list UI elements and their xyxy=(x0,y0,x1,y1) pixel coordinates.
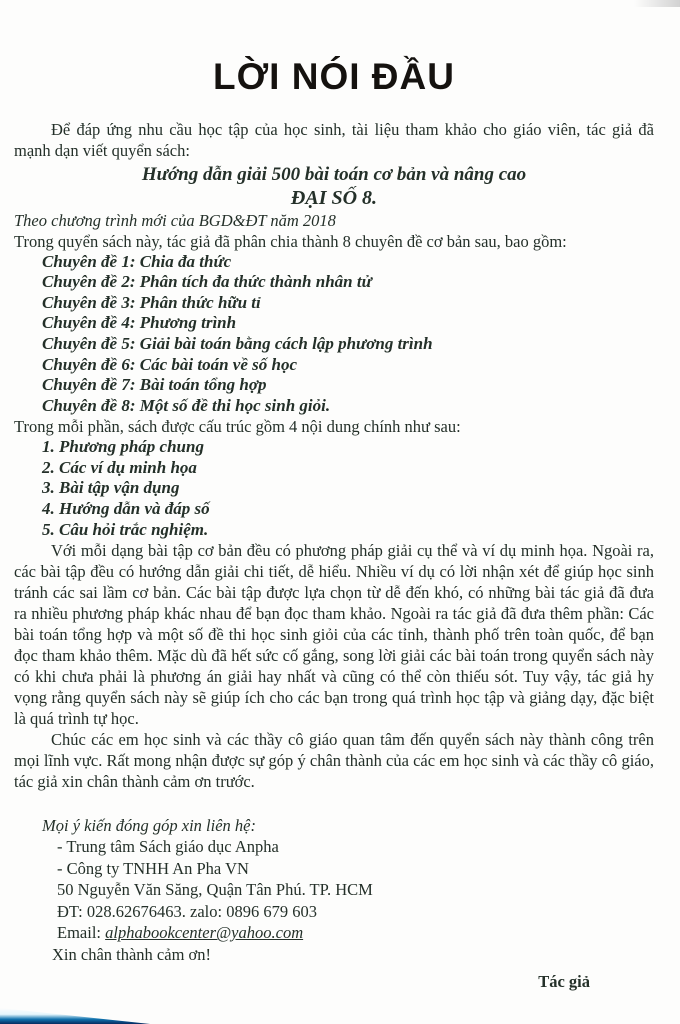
contact-line-company: - Công ty TNHH An Pha VN xyxy=(57,858,249,878)
structure-item-3: 3. Bài tập vận dụng xyxy=(42,478,180,498)
topic-item-7: Chuyên đề 7: Bài toán tổng hợp xyxy=(42,375,267,395)
body-paragraph: Với mỗi dạng bài tập cơ bản đều có phương pháp giải cụ thể và ví dụ minh họa. Ngoài ra, các bài tập đều có hướng dẫn giải chi tiết, dễ hiểu. Nhiều ví dụ có lời nhận xét để giúp học sinh tránh các sai lầm cơ bản. Các bài tập được lựa chọn từ dễ đến khó, có những bài tác giả đã đưa ra nhiều phương pháp khác nhau để bạn đọc tham khảo. Ngoài ra tác giả đã đưa thêm phần: Các bài toán tổng hợp và một số đề thi học sinh giỏi của các tỉnh, thành phố trên toàn quốc, để bạn đọc tham khảo thêm. Mặc dù đã hết sức cố gắng, song lời giải các bài toán trong quyển sách này có khi chưa phải là phương án giải hay nhất và cũng có thể còn thiếu sót. Tuy vậy, tác giả hy vọng rằng quyển sách này sẽ giúp ích cho các bạn trong quá trình học tập và giảng dạy, đặc biệt là quá trình tự học. xyxy=(14,541,654,729)
topic-item-8: Chuyên đề 8: Một số đề thi học sinh giỏi. xyxy=(42,395,331,415)
contact-line-address: 50 Nguyễn Văn Săng, Quận Tân Phú. TP. HCM xyxy=(57,880,373,900)
contact-line-center: - Trung tâm Sách giáo dục Anpha xyxy=(57,837,279,857)
contact-line-email xyxy=(57,922,654,944)
contact-line-phone: ĐT: 028.62676463. zalo: 0896 679 603 xyxy=(57,901,317,921)
structure-item-2: 2. Các ví dụ minh họa xyxy=(42,457,197,477)
structure-item-5: 5. Câu hỏi trắc nghiệm. xyxy=(42,519,209,539)
topics-intro: Trong quyển sách này, tác giả đã phân chia thành 8 chuyên đề cơ bản sau, bao gồm: xyxy=(14,231,567,251)
program-note: Theo chương trình mới của BGD&ĐT năm 2018 xyxy=(14,210,336,230)
structure-item-1: 1. Phương pháp chung xyxy=(42,437,204,457)
intro-paragraph: Để đáp ứng nhu cầu học tập của học sinh, tài liệu tham khảo cho giáo viên, tác giả đã mạnh dạn viết quyển sách: xyxy=(14,119,654,160)
structure-list xyxy=(14,437,654,540)
email-label: Email: xyxy=(57,923,106,943)
topic-item-6: Chuyên đề 6: Các bài toán về số học xyxy=(42,354,297,374)
topic-item-3: Chuyên đề 3: Phân thức hữu tỉ xyxy=(42,292,261,312)
page-title: LỜI NÓI ĐẦU xyxy=(213,56,455,97)
structure-item-4: 4. Hướng dẫn và đáp số xyxy=(42,499,210,519)
topic-item-2: Chuyên đề 2: Phân tích đa thức thành nhân tử xyxy=(42,272,372,292)
topics-list xyxy=(14,252,654,417)
contact-heading: Mọi ý kiến đóng góp xin liên hệ: xyxy=(42,816,256,836)
topic-item-4: Chuyên đề 4: Phương trình xyxy=(42,313,237,333)
thanks-paragraph: Chúc các em học sinh và các thầy cô giáo quan tâm đến quyển sách này thành công trên mọi lĩnh vực. Rất mong nhận được sự góp ý chân thành của các em học sinh và các thầy cô giáo, tác giả xin chân thành cảm ơn trước. xyxy=(14,730,654,792)
scan-artifact-bottom-left xyxy=(0,1008,150,1024)
topic-item-5: Chuyên đề 5: Giải bài toán bằng cách lập phương trình xyxy=(42,333,433,353)
structure-intro: Trong mỗi phần, sách được cấu trúc gồm 4 nội dung chính như sau: xyxy=(14,417,461,437)
book-subtitle: ĐẠI SỐ 8. xyxy=(290,186,378,209)
author-signature: Tác giả xyxy=(538,972,590,992)
book-title: Hướng dẫn giải 500 bài toán cơ bản và nâng cao xyxy=(141,163,527,185)
topic-item-1: Chuyên đề 1: Chia đa thức xyxy=(42,251,232,271)
contact-block xyxy=(14,815,654,965)
email-address: alphabookcenter@yahoo.com xyxy=(105,923,304,943)
contact-closing: Xin chân thành cảm ơn! xyxy=(52,944,212,964)
